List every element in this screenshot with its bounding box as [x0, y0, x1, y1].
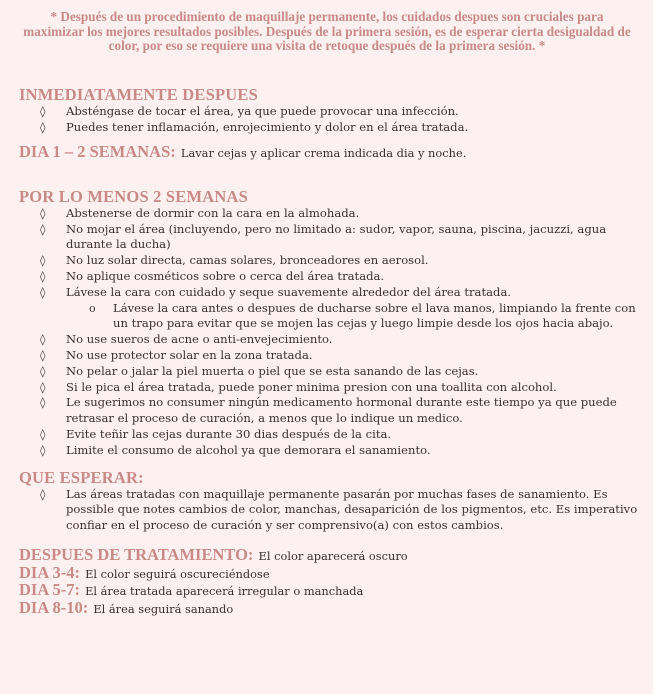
list-item: ◊ Lávese la cara con cuidado y seque suavemente alrededor del área tratada. [40, 284, 512, 299]
list-what-to-expect [19, 487, 639, 534]
timeline-row [19, 582, 639, 600]
list-item: ◊ No mojar el área (incluyendo, pero no limitado a: sudor, vapor, sauna, piscina, jacuzzi, agua durante la ducha) [40, 221, 607, 252]
diamond-bullet-icon: ◊ [40, 285, 46, 299]
timeline-row [19, 597, 639, 618]
diamond-bullet-icon: ◊ [40, 396, 46, 410]
timeline-text: El color seguirá oscureciéndose [85, 566, 270, 581]
list-item: ◊ Limite el consumo de alcohol ya que demorara el sanamiento. [40, 442, 431, 457]
diamond-bullet-icon: ◊ [40, 364, 46, 378]
intro-note: * Después de un procedimiento de maquillaje permanente, los cuidados despues son cruciales para maximizar los mejores resultados posibles. Después de la primera sesión, es de esperar cierta desigualdad de color, por eso se requiere una visita de retoque después de la primera sesión. * [23, 9, 631, 54]
section-day1-2weeks [19, 144, 639, 162]
timeline-heading: DIA 8-10: [19, 597, 89, 617]
timeline-row [19, 562, 639, 583]
timeline-heading: DIA 3-4: [19, 562, 80, 582]
diamond-bullet-icon: ◊ [40, 254, 46, 268]
timeline-text: El área seguirá sanando [93, 601, 234, 616]
timeline-heading: DIA 5-7: [19, 580, 80, 600]
diamond-bullet-icon: ◊ [40, 270, 46, 284]
list-item: ◊ Abstenerse de dormir con la cara en la almohada. [40, 205, 360, 220]
section-immediately-after [19, 86, 639, 136]
diamond-bullet-icon: ◊ [40, 428, 46, 442]
diamond-bullet-icon: ◊ [40, 380, 46, 394]
list-item: ◊ Le sugerimos no consumer ningún medicamento hormonal durante este tiempo ya que puede retrasar el proceso de curación, a menos que lo indique un medico. [40, 395, 617, 426]
timeline-heading: DESPUES DE TRATAMIENTO: [19, 545, 254, 565]
list-item: ◊ Las áreas tratadas con maquillaje permanente pasarán por muchas fases de sanamiento. Es possible que notes cambios de color, manchas, desaparición de los pigmentos, etc. Es imperativo confiar en el proceso de curación y ser comprensivo(a) con estos cambios. [40, 486, 638, 533]
list-item: ◊ No aplique cosméticos sobre o cerca del área tratada. [40, 269, 385, 284]
diamond-bullet-icon: ◊ [40, 222, 46, 236]
list-item: ◊ No use protector solar en la zona tratada. [40, 348, 313, 363]
section-title-immediately-after: INMEDIATAMENTE DESPUES [19, 84, 258, 104]
list-item: ◊ No use sueros de acne o anti-envejecimiento. [40, 332, 333, 347]
diamond-bullet-icon: ◊ [40, 349, 46, 363]
list-two-weeks [19, 206, 639, 459]
section-title-what-to-expect: QUE ESPERAR: [19, 467, 144, 487]
diamond-bullet-icon: ◊ [40, 120, 46, 134]
list-item: ◊ Puedes tener inflamación, enrojecimiento y dolor en el área tratada. [40, 119, 469, 134]
diamond-bullet-icon: ◊ [40, 104, 46, 118]
day1-2weeks-text: Lavar cejas y aplicar crema indicada dia y noche. [180, 146, 467, 161]
list-immediately-after [19, 104, 639, 136]
section-after-treatment [19, 547, 639, 617]
list-item: ◊ No luz solar directa, camas solares, bronceadores en aerosol. [40, 253, 429, 268]
section-title-day1-2weeks: DIA 1 – 2 SEMANAS: [19, 142, 176, 162]
list-item: ◊ Absténgase de tocar el área, ya que puede provocar una infección. [40, 103, 459, 118]
timeline-text: El color aparecerá oscuro [258, 549, 408, 564]
list-item: ◊ No pelar o jalar la piel muerta o piel que se esta sanando de las cejas. [40, 363, 479, 378]
list-item: ◊ Si le pica el área tratada, puede poner minima presion con una toallita con alcohol. [40, 379, 557, 394]
diamond-bullet-icon: ◊ [40, 487, 46, 501]
diamond-bullet-icon: ◊ [40, 333, 46, 347]
timeline-text: El área tratada aparecerá irregular o manchada [85, 584, 364, 599]
circle-bullet-icon: o [89, 301, 96, 315]
sub-list-item: o Lávese la cara antes o despues de ducharse sobre el lava manos, limpiando la frente con un trapo para evitar que se mojen las cejas y luego limpie desde los ojos hacia abajo. [89, 300, 636, 331]
diamond-bullet-icon: ◊ [40, 443, 46, 457]
diamond-bullet-icon: ◊ [40, 206, 46, 220]
list-item: ◊ Evite teñir las cejas durante 30 dias después de la cita. [40, 427, 392, 442]
section-what-to-expect [19, 469, 639, 534]
timeline-row [19, 547, 639, 565]
section-title-two-weeks: POR LO MENOS 2 SEMANAS [19, 186, 249, 206]
section-two-weeks [19, 188, 639, 459]
